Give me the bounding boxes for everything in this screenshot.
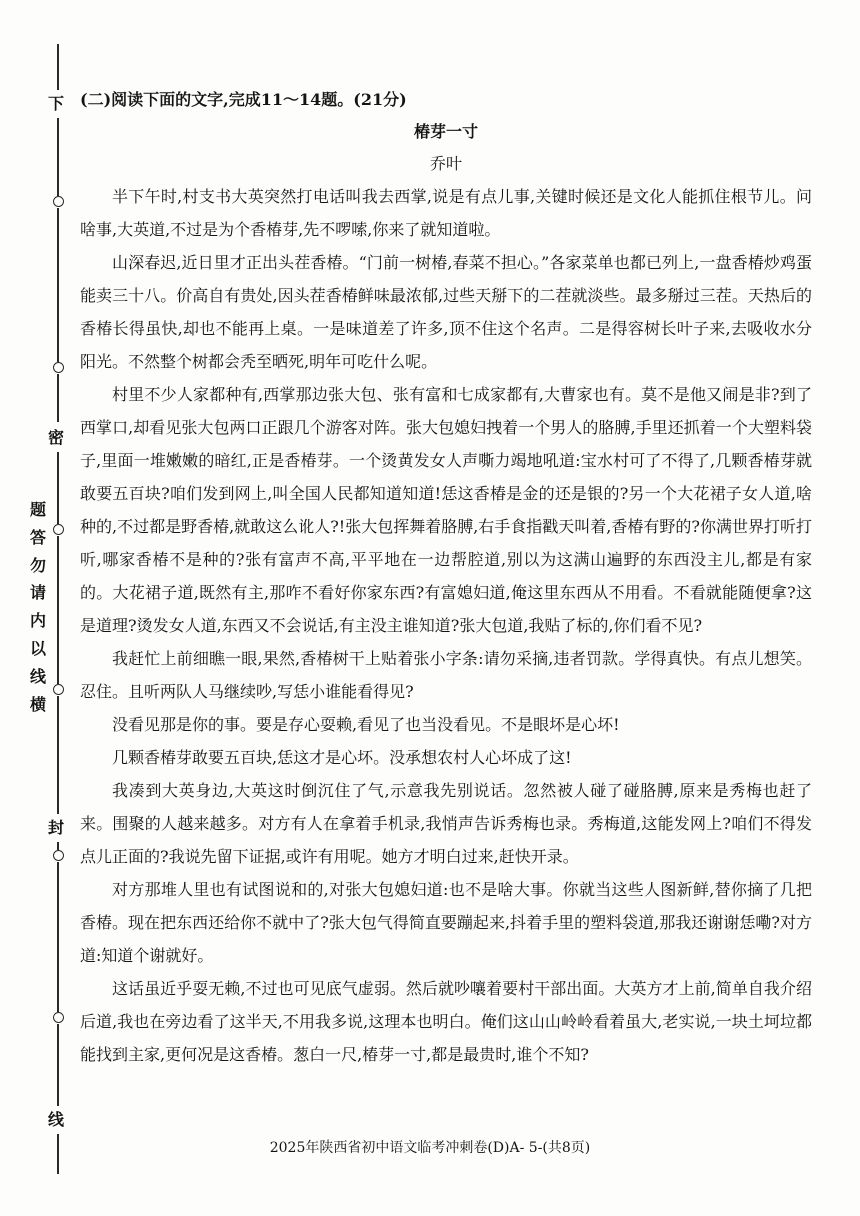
paragraph: 我赶忙上前细瞧一眼,果然,香椿树干上贴着张小字条:请勿采摘,违者罚款。学得真快。有点儿想笑。忍住。且听两队人马继续吵,写恁小谁能看得见?	[80, 649, 812, 701]
paragraph: 半下午时,村支书大英突然打电话叫我去西掌,说是有点儿事,关键时候还是文化人能抓住根节儿。问啥事,大英道,不过是为个香椿芽,先不啰嗦,你来了就知道啦。	[80, 187, 812, 239]
margin-rule	[57, 374, 59, 422]
margin-char-mi: 密	[48, 428, 65, 447]
margin-warning-char: 勿	[29, 555, 46, 575]
margin-hole	[53, 196, 64, 207]
margin-hole	[53, 684, 64, 695]
margin-hole	[53, 524, 64, 535]
essay-title: 椿芽一寸	[413, 122, 478, 141]
margin-warning-char: 横	[29, 694, 46, 714]
paragraph: 我凑到大英身边,大英这时倒沉住了气,示意我先别说话。忽然被人碰了碰胳膊,原来是秀梅也赶了来。围聚的人越来越多。对方有人在拿着手机录,我悄声告诉秀梅也录。秀梅道,这能发网上?咱们不得发点儿正面的?我说先留下证据,或许有用呢。她方才明白过来,赶快开录。	[80, 781, 812, 866]
margin-warning-char: 请	[29, 583, 46, 603]
reading-section	[80, 84, 812, 1071]
margin-hole	[53, 850, 64, 861]
margin-hole	[53, 362, 64, 373]
margin-char-xian: 线	[48, 1110, 65, 1129]
paragraph: 对方那堆人里也有试图说和的,对张大包媳妇道:也不是啥大事。你就当这些人图新鲜,替你摘了几把香椿。现在把东西还给你不就中了?张大包气得简直要蹦起来,抖着手里的塑料袋道,那我还谢谢恁嘞?对方道:知道个谢就好。	[80, 880, 812, 965]
margin-warning-char: 内	[29, 611, 46, 631]
margin-warning	[28, 496, 48, 718]
margin-rule	[57, 452, 59, 524]
section-heading: (二)阅读下面的文字,完成11～14题。(21分)	[80, 90, 407, 109]
margin-hole	[53, 1012, 64, 1023]
margin-warning-char: 线	[29, 666, 46, 686]
margin-rule	[57, 862, 59, 1012]
margin-rule	[57, 118, 59, 196]
margin-char-xia: 下	[48, 94, 65, 113]
paragraph: 几颗香椿芽敢要五百块,恁这才是心坏。没承想农村人心坏成了这!	[112, 748, 572, 767]
margin-warning-char: 题	[29, 500, 46, 519]
essay-author: 乔叶	[429, 154, 462, 173]
paragraph: 山深春迟,近日里才正出头茬香椿。“门前一树椿,春菜不担心。”各家菜单也都已列上,一盘香椿炒鸡蛋能卖三十八。价高自有贵处,因头茬香椿鲜味最浓郁,过些天掰下的二茬就淡些。最多掰过三茬。天热后的香椿长得虽快,却也不能再上桌。一是味道差了许多,顶不住这个名声。二是得容树长叶子来,去吸收水分阳光。不然整个树都会秃至晒死,明年可吃什么呢。	[80, 253, 812, 371]
margin-rule	[57, 696, 59, 814]
paragraph: 村里不少人家都种有,西掌那边张大包、张有富和七成家都有,大曹家也有。莫不是他又闹是非?到了西掌口,却看见张大包两口正跟几个游客对阵。张大包媳妇拽着一个男人的胳膊,手里还抓着一个大塑料袋子,里面一堆嫩嫩的暗红,正是香椿芽。一个烫黄发女人声嘶力竭地吼道:宝水村可了不得了,几颗香椿芽就敢要五百块?咱们发到网上,叫全国人民都知道知道!恁这香椿是金的还是银的?另一个大花裙子女人道,啥种的,不过都是野香椿,就敢这么讹人?!张大包挥舞着胳膊,右手食指戳天叫着,香椿有野的?你满世界打听打听,哪家香椿不是种的?张有富声不高,平平地在一边帮腔道,别以为这满山遍野的东西没主儿,都是有家的。大花裙子道,既然有主,那咋不看好你家东西?有富媳妇道,俺这里东西从不用看。不看就能随便拿?这是道理?烫发女人道,东西又不会说话,有主没主谁知道?张大包道,我贴了标的,你们看不见?	[80, 385, 812, 635]
page-footer: 2025年陕西省初中语文临考冲刺卷(D)A- 5-(共8页)	[269, 1140, 591, 1156]
margin-warning-char: 以	[29, 638, 46, 658]
margin-rule	[57, 208, 59, 362]
margin-warning-char: 答	[29, 527, 46, 547]
margin-rule	[57, 842, 59, 850]
margin-rule	[57, 44, 59, 90]
paragraph: 这话虽近乎耍无赖,不过也可见底气虚弱。然后就吵嚷着要村干部出面。大英方才上前,简单自我介绍后道,我也在旁边看了这半天,不用我多说,这理本也明白。俺们这山山岭岭看着虽大,老实说,一块土坷垃都能找到主家,更何况是这香椿。葱白一尺,椿芽一寸,都是最贵时,谁个不知?	[80, 979, 812, 1064]
margin-rule	[57, 536, 59, 684]
paragraph: 没看见那是你的事。要是存心耍赖,看见了也当没看见。不是眼坏是心坏!	[112, 715, 620, 734]
margin-rule	[57, 1024, 59, 1106]
margin-char-feng: 封	[48, 818, 65, 837]
